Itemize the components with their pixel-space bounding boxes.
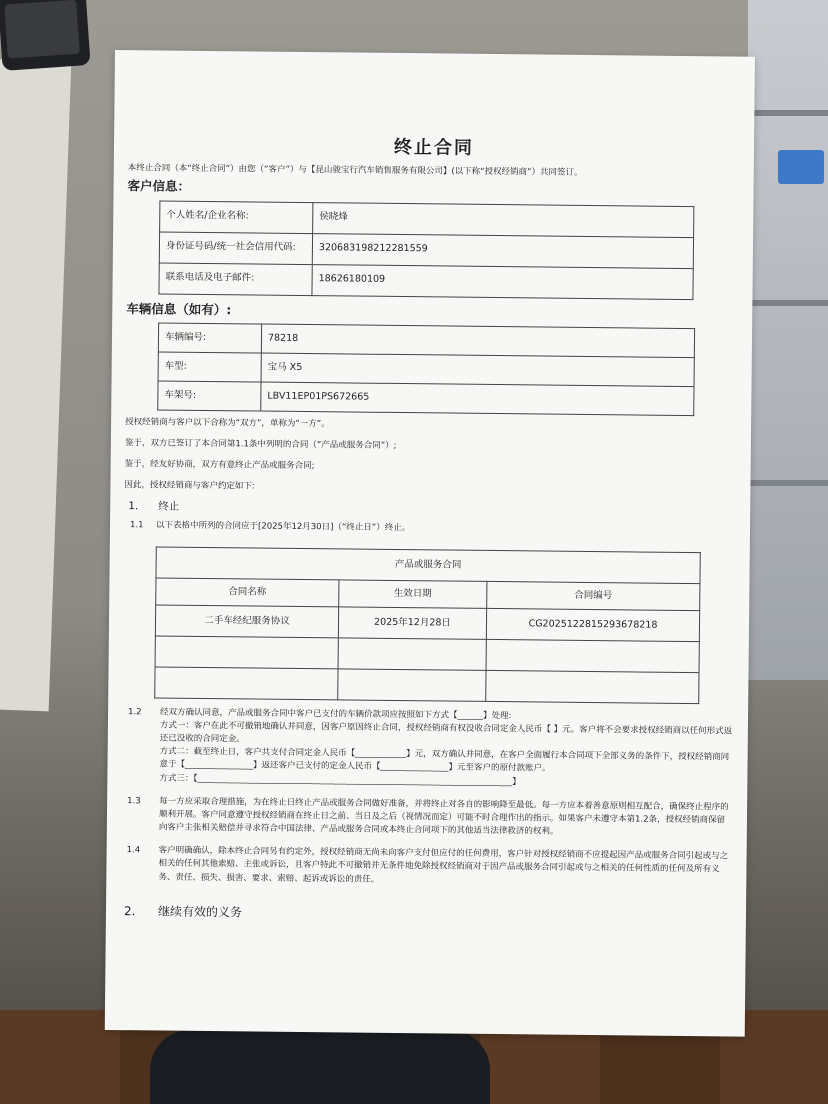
clause-1-4 [120,844,732,890]
clause-number: 1.2 [128,706,142,718]
phone-device [0,0,91,71]
customer-name: 侯晓烽 [313,202,694,237]
phone-screen [4,0,80,59]
customer-info-table [158,200,694,300]
clause-1-3 [121,795,733,841]
cabinet-shelf [748,300,828,306]
table-cell [155,667,338,700]
section-number: 2. [123,903,136,919]
contract-page [105,50,755,1037]
customer-label: 身份证号码/统一社会信用代码: [159,231,312,264]
vehicle-info-heading: 车辆信息（如有）: [126,300,232,317]
contract-table [154,546,701,704]
clause-text: 以下表格中所列的合同应于[2025年12月30日]（“终止日”）终止。 [155,520,411,534]
clause-line: 经双方确认同意，产品或服务合同中客户已支付的车辆价款项应按照如下方式【______】处理: [160,707,512,721]
clause-number: 1.1 [129,520,144,531]
recital-whereas-2: 鉴于，经友好协商，双方有意终止产品或服务合同; [124,458,315,471]
clause-number: 1.3 [127,795,141,807]
intro-paragraph: 本终止合同（本“终止合同”）由您（“客户”）与【昆山骏宝行汽车销售服务有限公司】(以下称“授权经销商”）共同签订。 [127,163,583,178]
section-title: 终止 [158,500,180,513]
contract-name-cell: 二手车经纪服务协议 [155,605,338,638]
column-header: 生效日期 [339,580,487,609]
person-leg [150,1030,490,1104]
column-header: 合同编号 [487,581,700,610]
vehicle-label: 车架号: [158,381,261,411]
vehicle-number: 78218 [261,324,694,358]
cabinet-shelf [748,110,828,116]
customer-phone: 18626180109 [312,264,693,299]
recital-whereas-1: 鉴于，双方已签订了本合同第1.1条中列明的合同（“产品或服务合同”）; [124,438,397,451]
contract-table-caption: 产品或服务合同 [156,547,700,584]
effective-date-cell: 2025年12月28日 [338,607,486,640]
customer-id-number: 320683198212281559 [312,233,693,268]
clause-1-2 [121,706,734,791]
vehicle-info-table [157,323,695,417]
column-header: 合同名称 [156,578,339,607]
table-cell [338,669,486,702]
option-two: 方式二：截至终止日，客户共支付合同定金人民币【____________】元，双方确认并同意，在客户全面履行本合同项下全部义务的条件下，授权经销商同意于【________________】返还客户已支付的定金人民币【________________】元至客户的原付款账户。 [159,746,730,775]
table-row [159,262,693,299]
section-title: 继续有效的义务 [157,904,243,920]
contract-number-cell: CG2025122815293678218 [486,608,699,641]
clause-number: 1.4 [126,845,141,856]
document-body [120,132,740,926]
clause-body [159,706,734,791]
document-title: 终止合同 [393,136,475,159]
vehicle-label: 车辆编号: [158,323,261,353]
table-cell [486,670,699,703]
option-three: 方式三：【__________________________________________________________________________】 [159,773,521,787]
option-one: 方式一：客户在此不可撤销地确认并同意，因客户原因终止合同，授权经销商有权没收合同定金人民币【 】元。客户将不会要求授权经销商以任何形式返还已没收的合同定金。 [159,720,733,745]
table-cell [338,638,486,671]
clause-1-1 [124,519,736,538]
customer-label: 联系电话及电子邮件: [159,262,312,295]
section-1-heading [124,499,736,521]
filing-cabinet [748,0,828,680]
customer-info-heading: 客户信息： [127,177,191,194]
vehicle-model: 宝马 X5 [261,353,694,387]
clause-text: 客户明确确认，除本终止合同另有约定外，授权经销商无尚未向客户支付但应付的任何费用，客户针对授权经销商不应提起因产品或服务合同引起或与之相关的任何其他索赔、主张或诉讼，且客户特此不可撤销并无条件地免除授权经销商对于因产品或服务合同引起或与之相关的任何性质的任何及所有义务、责任、损失、损害、要求、索赔、起诉或诉讼的责任。 [158,845,729,885]
customer-label: 个人姓名/企业名称: [160,200,313,233]
section-2-heading [120,902,732,926]
vehicle-vin: LBV11EP01PS672665 [261,382,694,416]
table-row [155,667,699,704]
table-cell [155,636,338,669]
clause-text: 每一方应采取合理措施，为在终止日终止产品或服务合同做好准备，并将终止对各自的影响降至最低。每一方应本着善意原则相互配合，确保终止程序的顺利开展。客户同意遵守授权经销商在终止日之前、当日及之后（视情况而定）可能不时合理作出的指示。如果客户未遵守本第1.2条，授权经销商保留向客户主张相关赔偿并寻求符合中国法律、产品或服务合同或本终止合同项下的其他适当法律救济的权利。 [158,796,729,837]
table-row [158,381,694,416]
recital-parties: 授权经销商与客户以下合称为“双方”，单称为“一方”。 [125,417,330,430]
recital-therefore: 因此，授权经销商与客户约定如下: [124,479,255,491]
cabinet-shelf [748,480,828,486]
section-number: 1. [128,500,139,513]
cabinet-sticker [778,150,824,184]
table-cell [486,639,699,672]
vehicle-label: 车型: [158,352,261,382]
